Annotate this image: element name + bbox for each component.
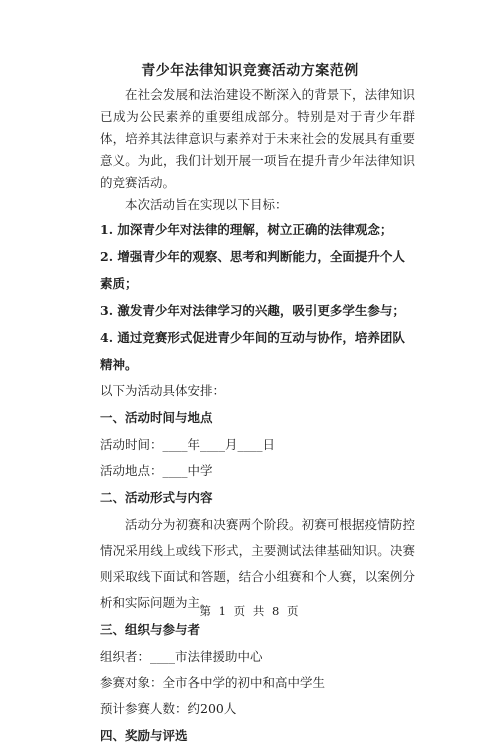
goal-item-3: 3. 激发青少年对法律学习的兴趣，吸引更多学生参与；: [100, 303, 405, 318]
participants-line: 参赛对象：全市各中学的初中和高中学生: [100, 675, 326, 690]
section-heading-awards: 四、奖励与评选: [100, 728, 188, 743]
document-body: [100, 84, 415, 750]
section-heading-time-place: 一、活动时间与地点: [100, 410, 213, 425]
page-number: 第 1 页 共 8 页: [199, 604, 301, 618]
participant-count-line: 预计参赛人数：约200人: [100, 701, 237, 716]
goal-item-2: 2. 增强青少年的观察、思考和判断能力，全面提升个人素质；: [100, 249, 405, 291]
goal-item-4: 4. 通过竞赛形式促进青少年间的互动与协作，培养团队精神。: [100, 330, 405, 372]
goal-item-1: 1. 加深青少年对法律的理解，树立正确的法律观念；: [100, 222, 393, 237]
document-title: 青少年法律知识竞赛活动方案范例: [141, 63, 359, 79]
organizer-line: 组织者：____市法律援助中心: [100, 649, 263, 664]
goals-lead: 本次活动旨在实现以下目标：: [125, 197, 288, 212]
intro-paragraph: 在社会发展和法治建设不断深入的背景下，法律知识已成为公民素养的重要组成部分。特别是对于青少年群体，培养其法律意识与素养对于未来社会的发展具有重要意义。为此，我们计划开展一项旨在提升青少年法律知识的竞赛活动。: [100, 87, 415, 190]
format-paragraph: 活动分为初赛和决赛两个阶段。初赛可根据疫情防控情况采用线上或线下形式，主要测试法律基础知识。决赛则采取线下面试和答题，结合小组赛和个人赛，以案例分析和实际问题为主。: [100, 517, 415, 610]
activity-time: 活动时间：____年____月____日: [100, 437, 276, 452]
section-heading-organizers: 三、组织与参与者: [100, 622, 201, 637]
activity-place: 活动地点：____中学: [100, 463, 213, 478]
section-heading-format: 二、活动形式与内容: [100, 490, 213, 505]
arrangement-lead: 以下为活动具体安排：: [100, 383, 226, 398]
